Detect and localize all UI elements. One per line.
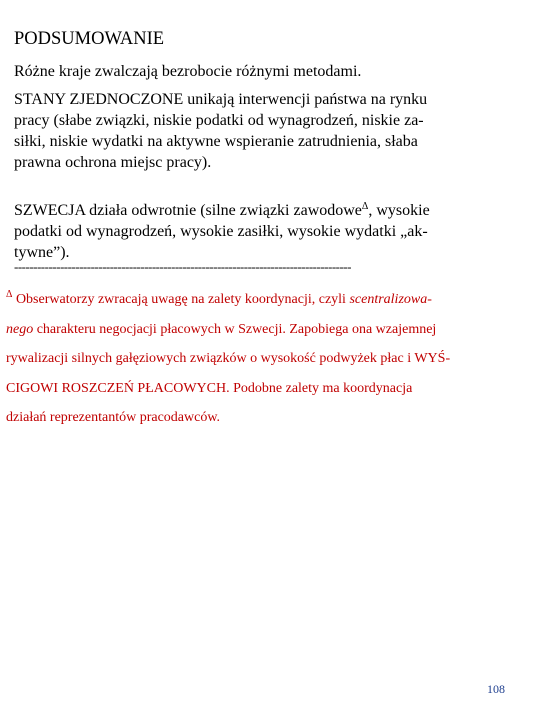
page-title: PODSUMOWANIE: [14, 29, 165, 49]
sweden-paragraph: [14, 196, 529, 263]
page-number: 108: [487, 682, 505, 696]
footnote-line-1-italic: scentralizowa-: [349, 292, 432, 307]
footnote-line-5: działań reprezentantów pracodawców.: [6, 410, 221, 425]
sweden-line-3: tywne”).: [14, 244, 70, 261]
separator-line: ----------------------------------------------------------------------------------------: [14, 259, 351, 274]
footnote-line-2-italic: nego: [6, 321, 34, 337]
sweden-line-1: [14, 196, 529, 221]
footnote-line-4: CIGOWI ROSZCZEŃ PŁACOWYCH. Podobne zalety ma koordynacja: [6, 380, 413, 396]
usa-line-3: siłki, niskie wydatki na aktywne wspieranie zatrudnienia, słaba: [14, 133, 418, 150]
footnote-line-1-text: Obserwatorzy zwracają uwagę na zalety koordynacji, czyli: [12, 292, 350, 307]
footnote-line-3: rywalizacji silnych gałęziowych związków o wysokość podwyżek płac i WYŚ-: [6, 351, 451, 366]
sweden-line-1-end: , wysokie: [368, 202, 430, 219]
footnote-line-2: [6, 315, 531, 345]
usa-line-1: STANY ZJEDNOCZONE unikają interwencji państwa na rynku: [14, 91, 428, 108]
footnote: [6, 280, 531, 433]
usa-line-2: pracy (słabe związki, niskie podatki od wynagrodzeń, niskie za-: [14, 112, 424, 129]
footnote-marker-ref: Δ: [6, 289, 13, 300]
footnote-marker: Δ: [361, 201, 369, 212]
footnote-line-2-text: charakteru negocjacji płacowych w Szwecji. Zapobiega ona wzajemnej: [33, 321, 437, 337]
footnote-line-1: [6, 280, 531, 315]
usa-paragraph: [14, 89, 529, 173]
intro-paragraph: Różne kraje zwalczają bezrobocie różnymi metodami.: [14, 63, 362, 80]
sweden-line-1-text: SZWECJA działa odwrotnie (silne związki zawodowe: [14, 202, 362, 219]
sweden-line-2: podatki od wynagrodzeń, wysokie zasiłki, wysokie wydatki „ak-: [14, 223, 428, 240]
usa-line-4: prawna ochrona miejsc pracy).: [14, 154, 212, 171]
